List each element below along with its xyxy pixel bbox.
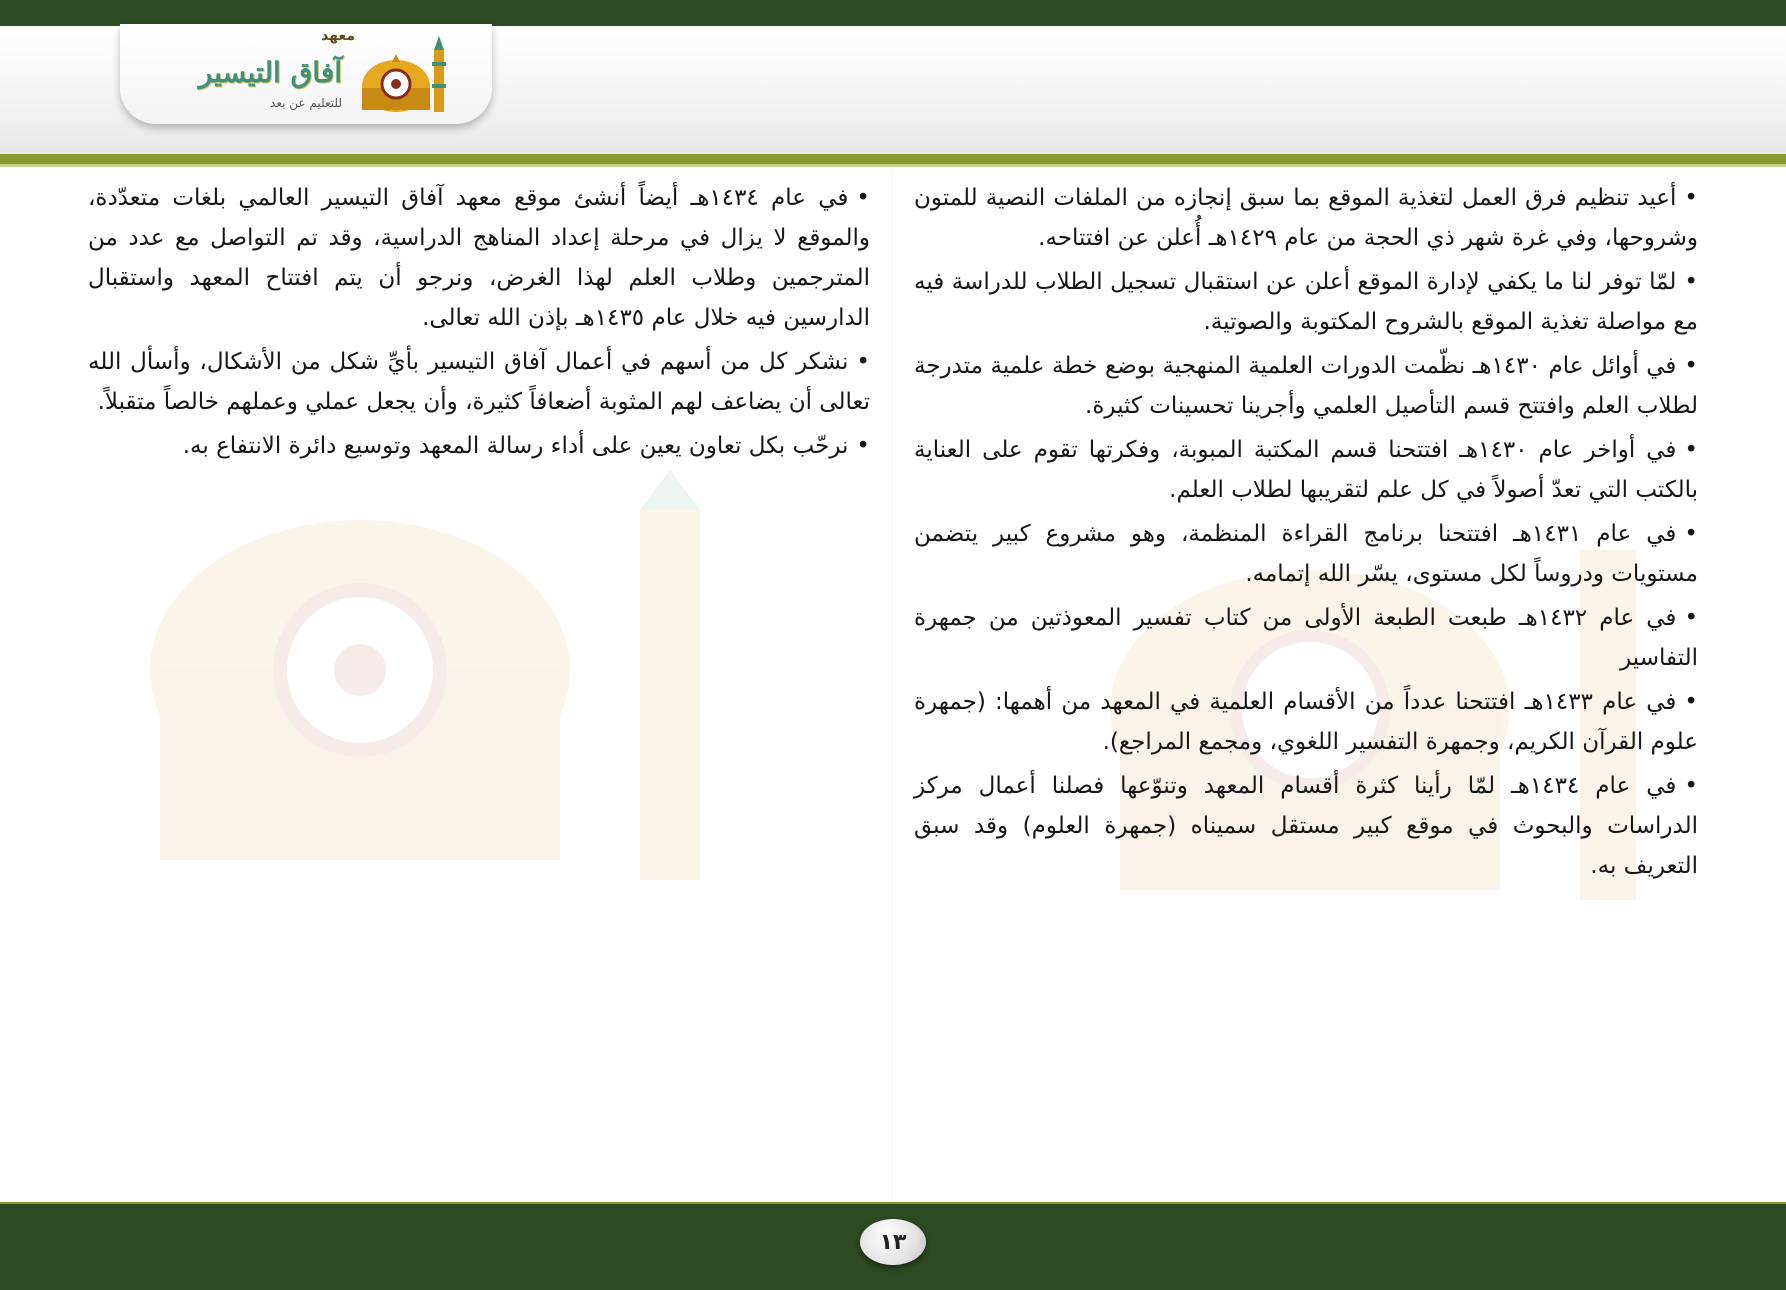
paragraph-text: في أوائل عام ١٤٣٠هـ نظّمت الدورات العلمية المنهجية بوضع خطة علمية متدرجة لطلاب العلم وافتتح قسم التأصيل العلمي وأجرينا تحسينات كثيرة. [914, 353, 1698, 419]
paragraph [914, 766, 1698, 886]
paragraph [914, 178, 1698, 258]
paragraph [88, 342, 870, 422]
bullet: • [1684, 353, 1698, 379]
paragraph-text: في عام ١٤٣١هـ افتتحنا برنامج القراءة المنظمة، وهو مشروع كبير يتضمن مستويات ودروساً لكل مستوى، يسّر الله إتمامه. [914, 521, 1698, 587]
paragraph-text: أعيد تنظيم فرق العمل لتغذية الموقع بما سبق إنجازه من الملفات النصية للمتون وشروحها، وفي غرة شهر ذي الحجة من عام ١٤٢٩هـ أُعلن عن افتتاحه. [914, 185, 1698, 251]
header-rule-light [0, 164, 1786, 167]
bullet: • [1684, 689, 1698, 715]
mosque-logo-icon [350, 32, 460, 116]
paragraph [914, 514, 1698, 594]
column-divider [891, 168, 893, 1204]
top-band [0, 0, 1786, 26]
paragraph [88, 426, 870, 466]
right-column [914, 178, 1698, 890]
bullet: • [1684, 437, 1698, 463]
paragraph [914, 262, 1698, 342]
logo-title: آفاق التيسير [198, 56, 342, 89]
paragraph-text: نشكر كل من أسهم في أعمال آفاق التيسير بأيِّ شكل من الأشكال، وأسأل الله تعالى أن يضاعف لهم المثوبة أضعافاً كثيرة، وأن يجعل عملي وعملهم خالصاً متقبلاً. [88, 349, 870, 415]
left-column [88, 178, 870, 470]
paragraph-text: في عام ١٤٣٢هـ طبعت الطبعة الأولى من كتاب تفسير المعوذتين من جمهرة التفاسير [914, 605, 1698, 671]
paragraph-text: في أواخر عام ١٤٣٠هـ افتتحنا قسم المكتبة المبوبة، وفكرتها تقوم على العناية بالكتب التي تعدّ أصولاً في كل علم لتقريبها لطلاب العلم. [914, 437, 1698, 503]
paragraph [914, 682, 1698, 762]
bullet: • [856, 433, 870, 459]
watermark-left-icon [120, 470, 760, 900]
paragraph [914, 346, 1698, 426]
paragraph-text: في عام ١٤٣٤هـ أيضاً أنشئ موقع معهد آفاق التيسير العالمي بلغات متعدّدة، والموقع لا يزال في مرحلة إعداد المناهج الدراسية، وقد تم التواصل مع عدد من المترجمين وطلاب العلم لهذا الغرض، ونرجو أن يتم افتتاح المعهد واستقبال الدارسين فيه خلال عام ١٤٣٥هـ بإذن الله تعالى. [88, 185, 870, 331]
paragraph [914, 430, 1698, 510]
header-rule [0, 154, 1786, 164]
paragraph-text: لمّا توفر لنا ما يكفي لإدارة الموقع أعلن عن استقبال تسجيل الطلاب للدراسة فيه مع مواصلة تغذية الموقع بالشروح المكتوبة والصوتية. [914, 269, 1698, 335]
logo-tab [120, 24, 492, 124]
bullet: • [1684, 521, 1698, 547]
paragraph-text: نرحّب بكل تعاون يعين على أداء رسالة المعهد وتوسيع دائرة الانتفاع به. [182, 433, 849, 459]
paragraph-text: في عام ١٤٣٤هـ لمّا رأينا كثرة أقسام المعهد وتنوّعها فصلنا أعمال مركز الدراسات والبحوث في موقع كبير مستقل سميناه (جمهرة العلوم) وقد سبق التعريف به. [914, 773, 1698, 879]
paragraph [914, 598, 1698, 678]
bullet: • [856, 185, 870, 211]
logo-subtitle: للتعليم عن بعد [270, 96, 342, 110]
bullet: • [1684, 269, 1698, 295]
logo-top-word: معهد [321, 28, 355, 44]
bullet: • [856, 349, 870, 375]
page-number: ١٣ [860, 1219, 926, 1265]
paragraph [88, 178, 870, 338]
bullet: • [1684, 605, 1699, 631]
paragraph-text: في عام ١٤٣٣هـ افتتحنا عدداً من الأقسام العلمية في المعهد من أهمها: (جمهرة علوم القرآن الكريم، وجمهرة التفسير اللغوي، ومجمع المراجع). [914, 689, 1698, 755]
bullet: • [1684, 185, 1698, 211]
bullet: • [1684, 773, 1698, 799]
